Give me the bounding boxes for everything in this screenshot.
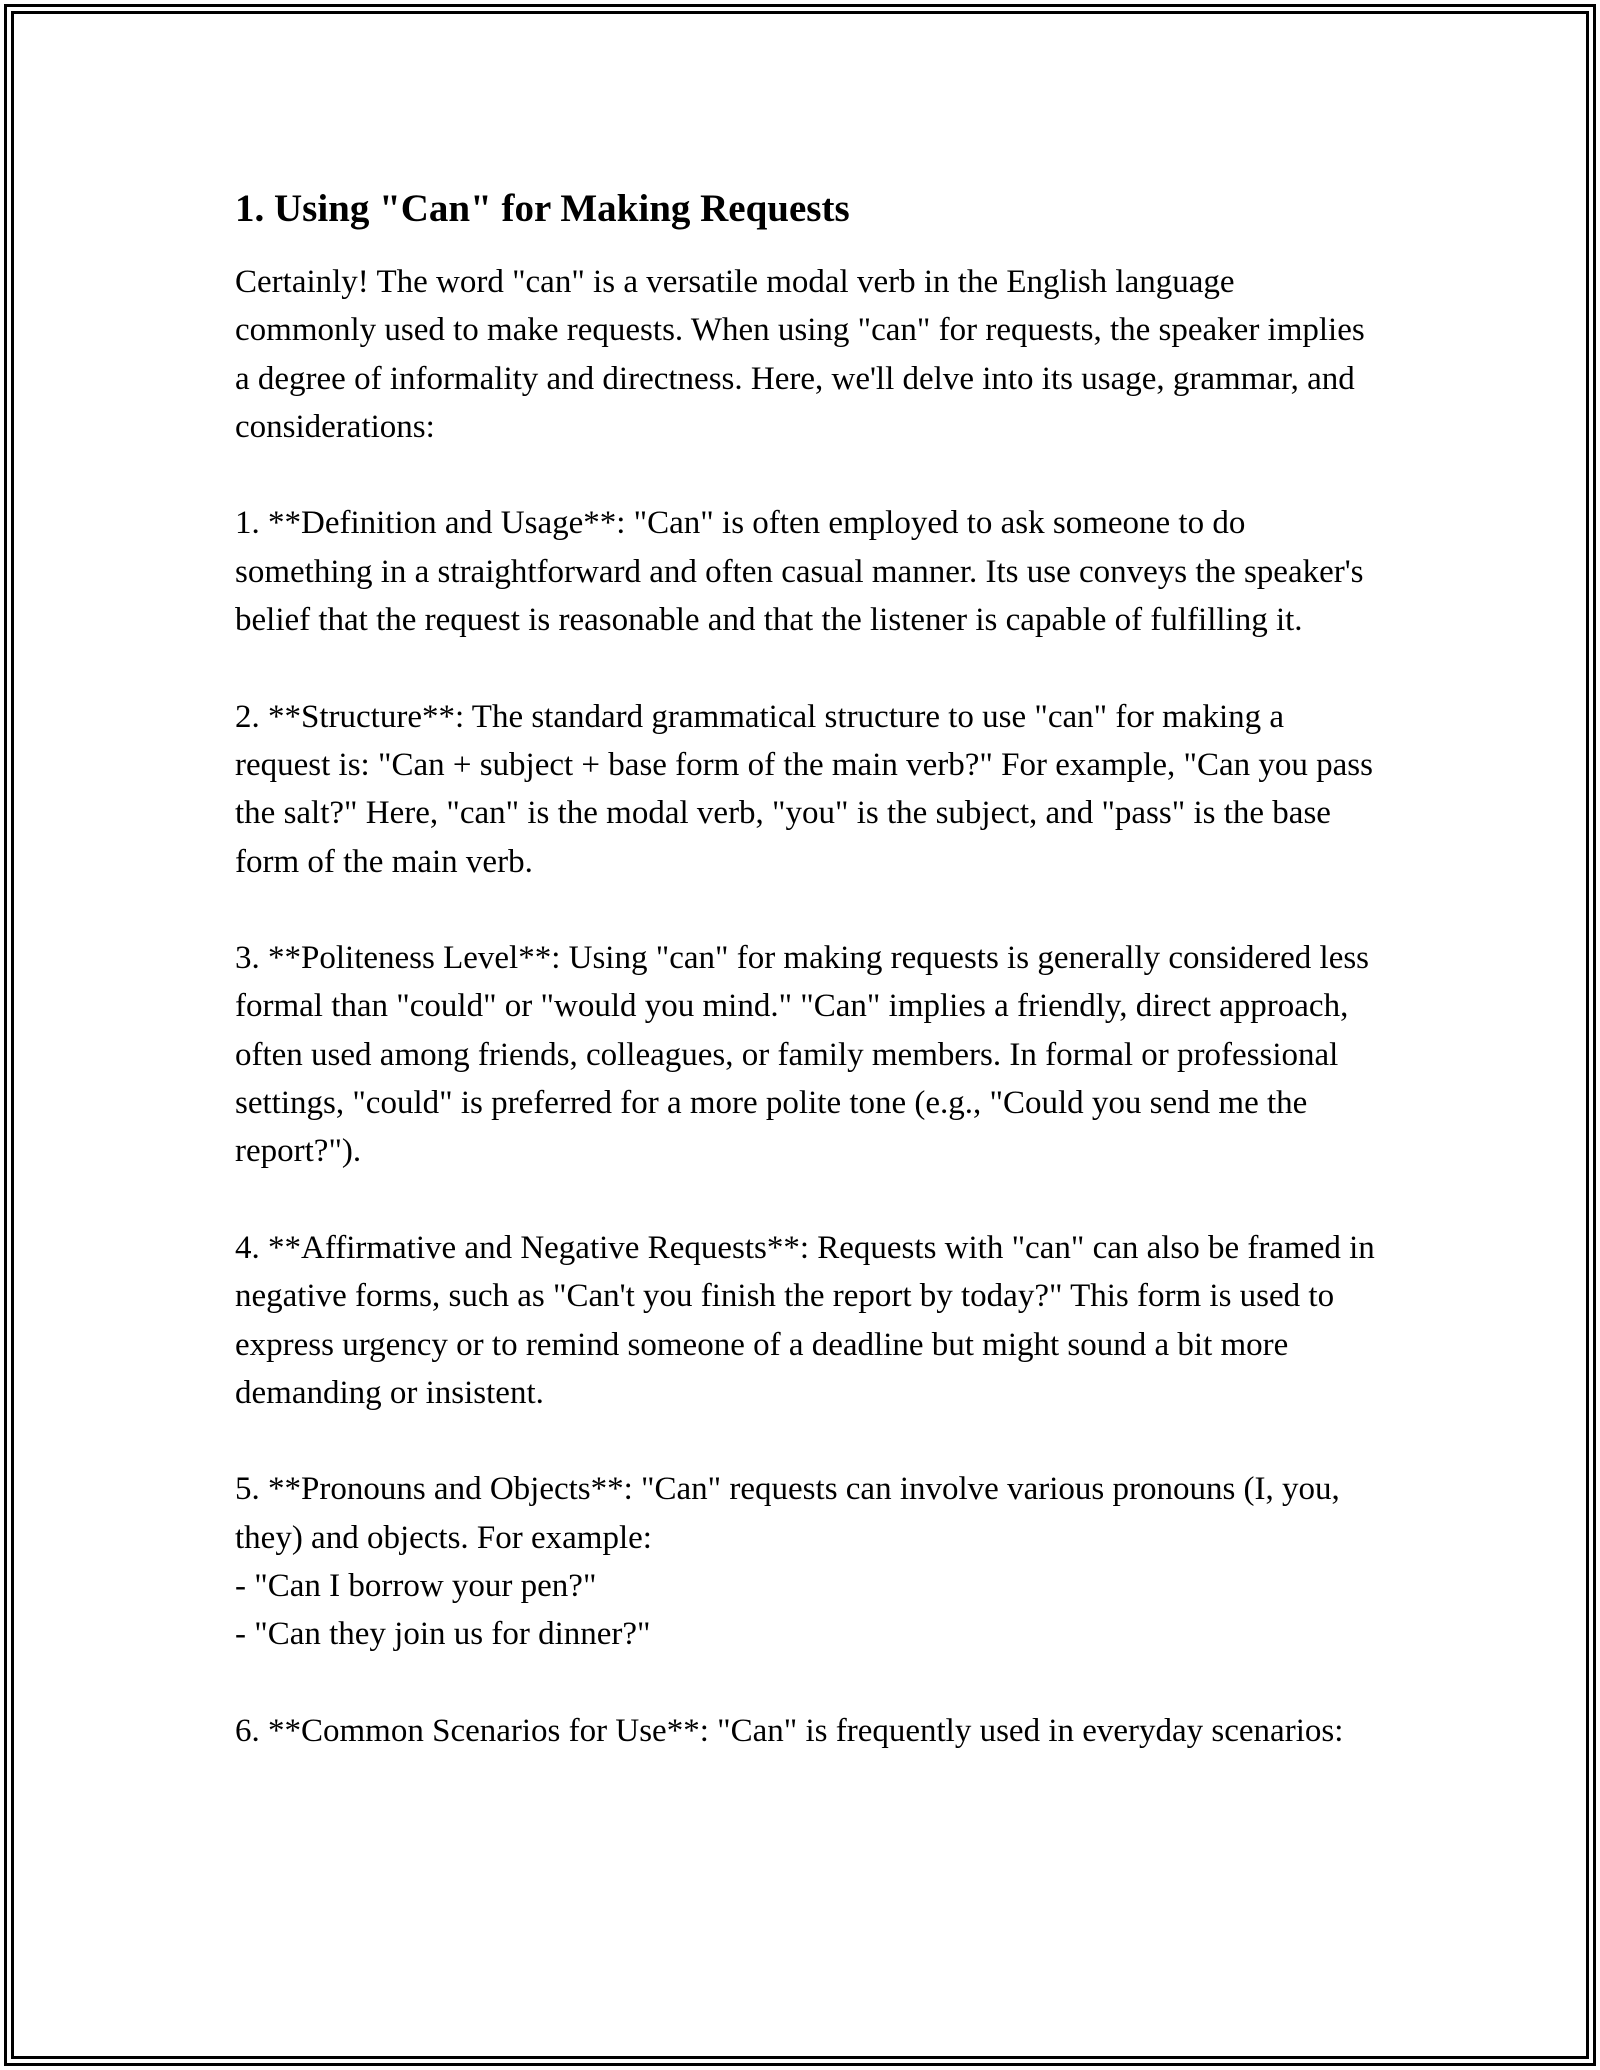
paragraph-common-scenarios: 6. **Common Scenarios for Use**: "Can" is frequently used in everyday scenarios: [235, 1712, 1344, 1749]
section-heading: 1. Using "Can" for Making Requests [235, 187, 850, 230]
paragraph-politeness-level: 3. **Politeness Level**: Using "can" for making requests is generally considered less formal than "could" or "would you mind." "Can" implies a friendly, direct approach, often used among friends, colleagues, or family members. In formal or professional settings, "could" is preferred for a more polite tone (e.g., "Could you send me the report?"). [235, 940, 1370, 1170]
intro-paragraph: Certainly! The word "can" is a versatile modal verb in the English language commonly used to make requests. When using "can" for requests, the speaker implies a degree of informality and directness. Here, we'll delve into its usage, grammar, and considerations: [235, 264, 1365, 445]
document-body [235, 185, 1375, 1755]
paragraph-pronouns-objects: 5. **Pronouns and Objects**: "Can" requests can involve various pronouns (I, you, they) and objects. For example: - "Can I borrow your pen?" - "Can they join us for dinner?" [235, 1471, 1340, 1653]
paragraph-structure: 2. **Structure**: The standard grammatical structure to use "can" for making a request is: "Can + subject + base form of the main verb?" For example, "Can you pass the salt?" Here, "can" is the modal verb, "you" is the subject, and "pass" is the base form of the main verb. [235, 698, 1373, 880]
paragraph-definition-usage: 1. **Definition and Usage**: "Can" is often employed to ask someone to do something in a straightforward and often casual manner. Its use conveys the speaker's belief that the request is reasonable and that the listener is capable of fulfilling it. [235, 505, 1364, 639]
paragraph-affirmative-negative: 4. **Affirmative and Negative Requests**: Requests with "can" can also be framed in negative forms, such as "Can't you finish the report by today?" This form is used to express urgency or to remind someone of a deadline but might sound a bit more demanding or insistent. [235, 1229, 1375, 1411]
